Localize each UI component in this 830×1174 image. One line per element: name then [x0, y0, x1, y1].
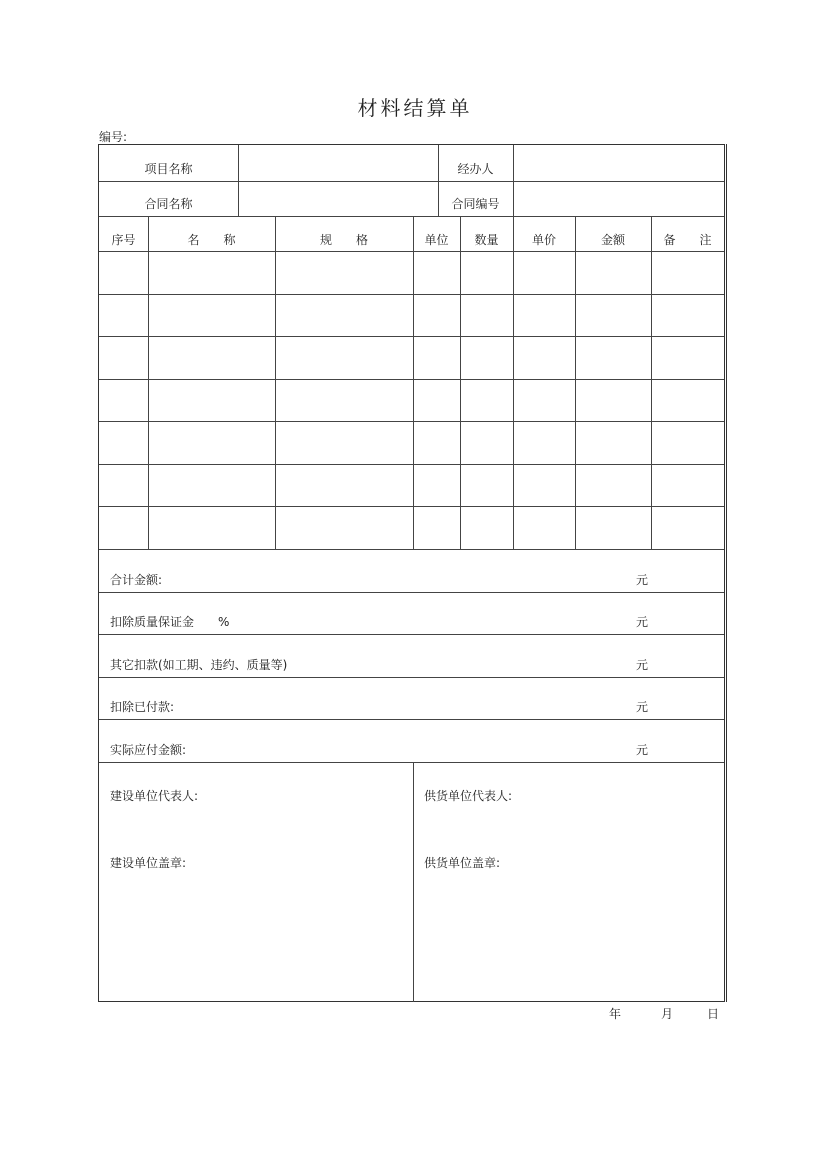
- project-name-field[interactable]: [238, 157, 438, 175]
- actual-payable-unit: 元: [636, 743, 649, 757]
- table-row[interactable]: [99, 380, 724, 421]
- date-year-label: 年: [609, 1007, 622, 1021]
- other-deductions-unit: 元: [636, 658, 649, 672]
- contract-no-label: 合同编号: [451, 197, 500, 211]
- supplier-rep-label: 供货单位代表人:: [424, 789, 513, 803]
- column-header-serial: 序号: [111, 233, 136, 247]
- supplier-seal-label: 供货单位盖章:: [424, 856, 501, 870]
- column-header-amount: 金额: [600, 233, 625, 247]
- project-name-label: 项目名称: [144, 162, 193, 176]
- actual-payable-label: 实际应付金额:: [110, 743, 187, 757]
- handler-label: 经办人: [457, 162, 494, 176]
- builder-seal-label: 建设单位盖章:: [110, 856, 187, 870]
- document-number-label: 编号:: [99, 130, 128, 144]
- quality-deposit-unit: 元: [636, 615, 649, 629]
- contract-name-field[interactable]: [238, 191, 438, 209]
- document-title: 材料结算单: [357, 96, 473, 120]
- contract-name-label: 合同名称: [144, 197, 193, 211]
- column-header-remarks: 备 注: [663, 233, 712, 247]
- table-row[interactable]: [99, 422, 724, 464]
- paid-deduction-label: 扣除已付款:: [110, 700, 175, 714]
- column-header-spec: 规 格: [319, 233, 368, 247]
- table-row[interactable]: [99, 465, 724, 506]
- table-row[interactable]: [99, 252, 724, 294]
- date-month-label: 月: [661, 1007, 674, 1021]
- table-row[interactable]: [99, 337, 724, 379]
- other-deductions-label: 其它扣款(如工期、违约、质量等): [110, 658, 288, 672]
- paid-deduction-unit: 元: [636, 700, 649, 714]
- table-row[interactable]: [99, 507, 724, 549]
- column-header-quantity: 数量: [474, 233, 499, 247]
- quality-deposit-label: 扣除质量保证金 %: [110, 615, 230, 629]
- total-amount-label: 合计金额:: [110, 573, 163, 587]
- settlement-form: [98, 144, 725, 1002]
- date-day-label: 日: [707, 1007, 720, 1021]
- column-header-unit-price: 单价: [531, 233, 556, 247]
- builder-rep-label: 建设单位代表人:: [110, 789, 199, 803]
- contract-no-field[interactable]: [513, 191, 724, 209]
- total-amount-unit: 元: [636, 573, 649, 587]
- table-row[interactable]: [99, 295, 724, 336]
- handler-field[interactable]: [513, 157, 724, 175]
- column-header-name: 名 称: [187, 233, 236, 247]
- column-header-unit: 单位: [424, 233, 449, 247]
